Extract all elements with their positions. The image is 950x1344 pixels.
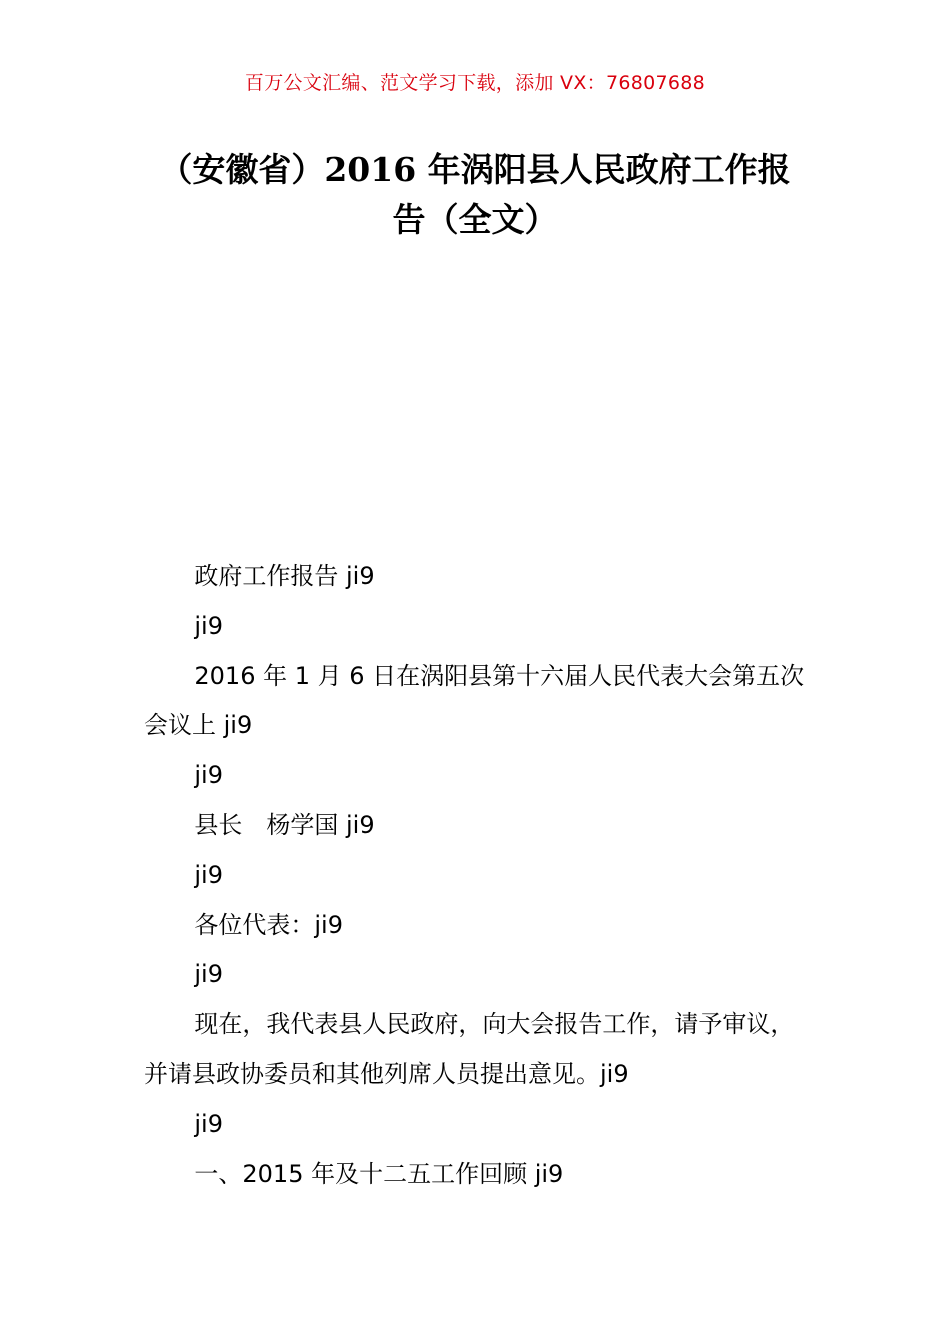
document-title xyxy=(140,145,810,245)
paragraph: 政府工作报告 ji9 xyxy=(194,562,375,590)
paragraph: 一、2015 年及十二五工作回顾 ji9 xyxy=(194,1159,564,1188)
paragraph: 现在，我代表县人民政府，向大会报告工作，请予审议，并请县政协委员和其他列席人员提出意见。ji9 xyxy=(144,1010,795,1088)
paragraph: 县长 杨学国 ji9 xyxy=(194,810,375,839)
header-promo-note: 百万公文汇编、范文学习下载，添加 VX：76807688 xyxy=(244,72,706,94)
document-body xyxy=(144,552,809,1199)
paragraph: ji9 xyxy=(194,860,223,889)
paragraph: ji9 xyxy=(194,611,223,640)
paragraph: 各位代表：ji9 xyxy=(194,910,343,939)
paragraph: ji9 xyxy=(194,1109,223,1138)
paragraph: 2016 年 1 月 6 日在涡阳县第十六届人民代表大会第五次会议上 ji9 xyxy=(144,661,805,740)
title-line-1: （安徽省）2016 年涡阳县人民政府工作报 xyxy=(159,150,791,189)
title-line-2: 告（全文） xyxy=(392,200,558,239)
paragraph: ji9 xyxy=(194,761,223,790)
paragraph: ji9 xyxy=(194,960,223,989)
